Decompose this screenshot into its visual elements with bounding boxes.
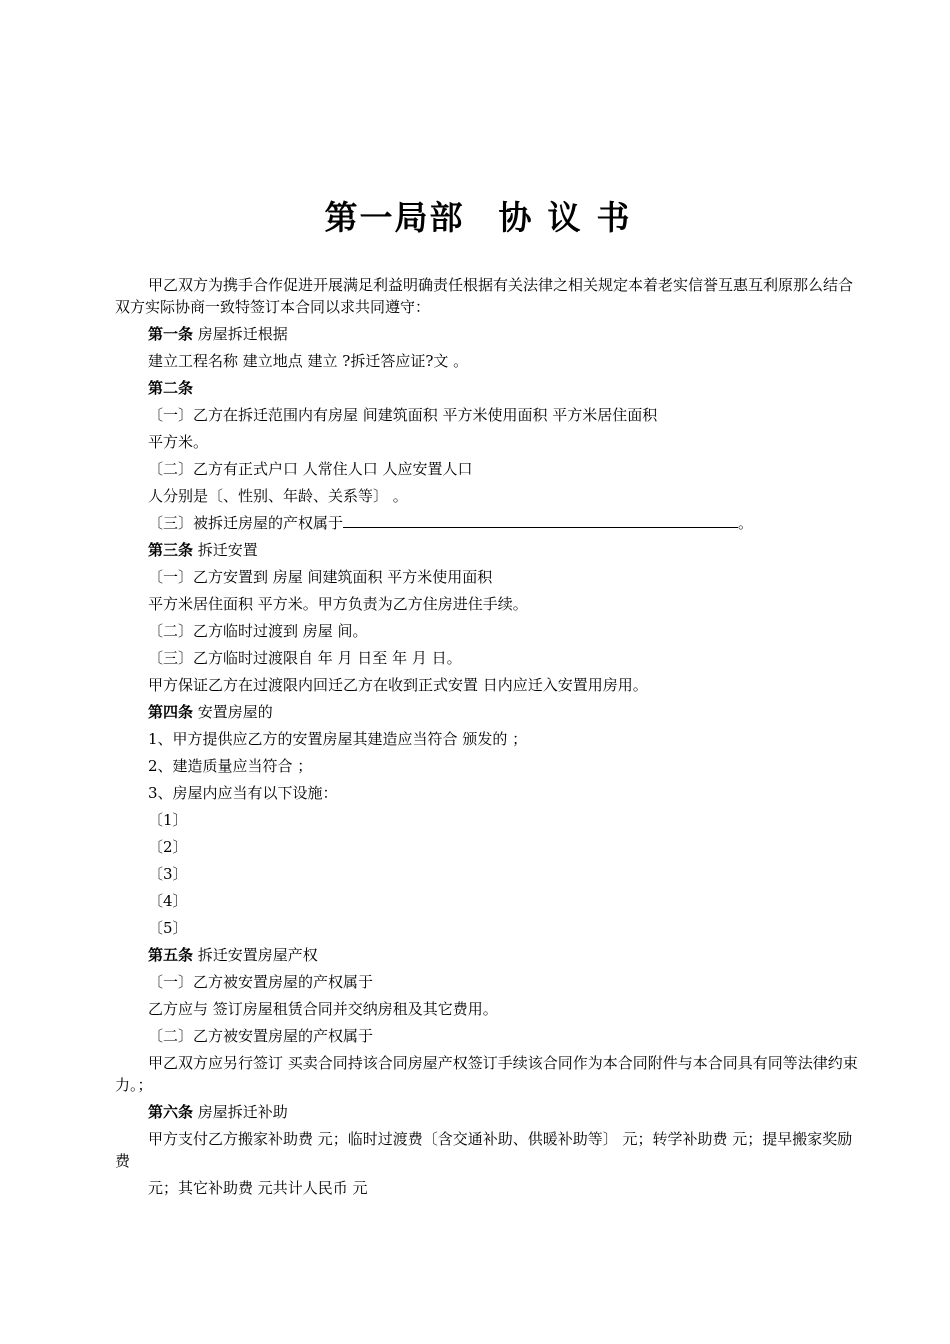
article-3-line-2: 平方米居住面积 平方米。甲方负责为乙方住房进住手续。: [148, 595, 528, 613]
facility-item: 〔4〕: [148, 892, 188, 910]
article-5-line-3: 〔二〕乙方被安置房屋的产权属于: [148, 1027, 374, 1045]
article-1-title: 房屋拆迁根据: [197, 325, 288, 343]
article-2-line-2: 平方米。: [148, 433, 209, 451]
article-4-title: 安置房屋的: [197, 703, 273, 721]
article-2-heading: [115, 375, 860, 402]
article-2-line-5-text: 〔三〕被拆迁房屋的产权属于: [148, 514, 344, 532]
article-5-line-2: 乙方应与 签订房屋租赁合同并交纳房租及其它费用。: [148, 1000, 498, 1018]
intro-paragraph: 甲乙双方为携手合作促进开展满足利益明确责任根据有关法律之相关规定本着老实信誉互惠互利原那么结合双方实际协商一致特签订本合同以求共同遵守：: [115, 276, 854, 316]
article-1-heading: [115, 321, 860, 348]
facility-item: 〔1〕: [148, 811, 188, 829]
article-6-label: 第六条: [148, 1103, 194, 1121]
facility-item: 〔5〕: [148, 919, 188, 937]
article-4-line-3: 3、房屋内应当有以下设施：: [148, 784, 338, 802]
article-2-line-4: 人分别是〔、性别、年龄、关系等〕 。: [148, 487, 408, 505]
article-3-line-5: 甲方保证乙方在过渡限内回迁乙方在收到正式安置 日内应迁入安置用房用。: [148, 676, 648, 694]
document-body: [115, 272, 860, 1202]
article-5-line-1: 〔一〕乙方被安置房屋的产权属于: [148, 973, 374, 991]
article-5-line-4: 甲乙双方应另行签订 买卖合同持该合同房屋产权签订手续该合同作为本合同附件与本合同具有同等法律约束力。；: [115, 1054, 858, 1094]
article-1-line-1: 建立工程名称 建立地点 建立 ?拆迁答应证?文 。: [148, 352, 469, 370]
article-2-line-1: 〔一〕乙方在拆迁范围内有房屋 间建筑面积 平方米使用面积 平方米居住面积: [148, 406, 658, 424]
article-4-label: 第四条: [148, 703, 194, 721]
page-title: [0, 192, 950, 239]
article-3-label: 第三条: [148, 541, 194, 559]
article-3-heading: [115, 537, 860, 564]
article-5-title: 拆迁安置房屋产权: [197, 946, 318, 964]
article-3-title: 拆迁安置: [197, 541, 258, 559]
article-5-heading: [115, 942, 860, 969]
article-5-label: 第五条: [148, 946, 194, 964]
article-6-line-2: 元；其它补助费 元共计人民币 元: [148, 1179, 368, 1197]
article-6-line-1: 甲方支付乙方搬家补助费 元；临时过渡费〔含交通补助、供暖补助等〕 元；转学补助费 元；提早搬家奖励费: [115, 1130, 853, 1170]
fill-in-underline: [343, 513, 738, 528]
facility-item: 〔2〕: [148, 838, 188, 856]
article-1-label: 第一条: [148, 325, 194, 343]
article-3-line-3: 〔二〕乙方临时过渡到 房屋 间。: [148, 622, 368, 640]
title-main: 第一局部: [324, 198, 465, 237]
article-3-line-4: 〔三〕乙方临时过渡限自 年 月 日至 年 月 日。: [148, 649, 462, 667]
article-3-line-1: 〔一〕乙方安置到 房屋 间建筑面积 平方米使用面积: [148, 568, 493, 586]
article-4-line-1: 1、甲方提供应乙方的安置房屋其建造应当符合 颁发的 ；: [148, 730, 528, 748]
article-2-line-3: 〔二〕乙方有正式户口 人常住人口 人应安置人口: [148, 460, 473, 478]
article-4-heading: [115, 699, 860, 726]
facility-item: 〔3〕: [148, 865, 188, 883]
article-2-line-5-end: 。: [738, 514, 754, 532]
article-4-line-2: 2、建造质量应当符合 ；: [148, 757, 313, 775]
article-6-title: 房屋拆迁补助: [197, 1103, 288, 1121]
title-sub: 协议书: [498, 198, 646, 237]
article-2-line-5: [115, 510, 860, 537]
article-6-heading: [115, 1099, 860, 1126]
article-2-label: 第二条: [148, 379, 194, 397]
